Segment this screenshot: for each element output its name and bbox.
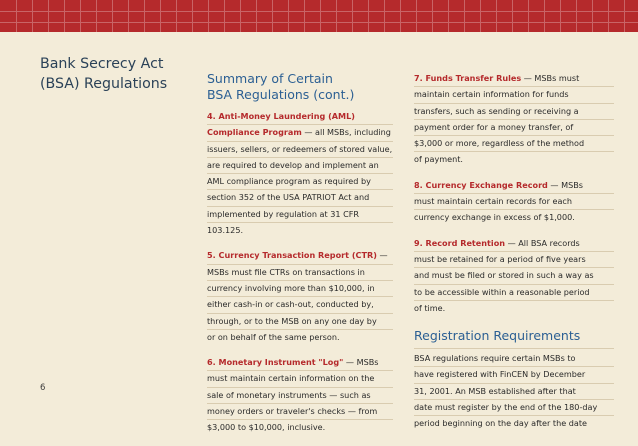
section-lead: 5. Currency Transaction Report (CTR) bbox=[207, 250, 377, 261]
section-line: transfers, such as sending or receiving a bbox=[414, 103, 614, 119]
top-grid-pattern bbox=[0, 0, 638, 32]
grid-line bbox=[528, 0, 529, 32]
grid-line bbox=[16, 0, 17, 32]
grid-line bbox=[592, 0, 593, 32]
grid-line bbox=[336, 0, 337, 32]
grid-line bbox=[48, 0, 49, 32]
section-line: maintain certain information for funds bbox=[414, 86, 614, 102]
side-title bbox=[40, 54, 200, 94]
section-line bbox=[207, 248, 393, 263]
section-lead: 6. Monetary Instrument "Log" bbox=[207, 357, 344, 368]
grid-line bbox=[512, 0, 513, 32]
grid-line bbox=[320, 0, 321, 32]
grid-line bbox=[0, 22, 638, 23]
section-line bbox=[207, 124, 393, 140]
section-line bbox=[207, 109, 393, 124]
grid-line bbox=[448, 0, 449, 32]
section-line: $3,000 to $10,000, inclusive. bbox=[207, 419, 393, 435]
section-line bbox=[414, 178, 614, 193]
grid-line bbox=[64, 0, 65, 32]
section-line: of payment. bbox=[414, 151, 614, 167]
section-line: implemented by regulation at 31 CFR bbox=[207, 206, 393, 222]
grid-line bbox=[176, 0, 177, 32]
section-text: — all MSBs, including bbox=[301, 127, 391, 138]
page-number: 6 bbox=[40, 383, 46, 393]
grid-line bbox=[144, 0, 145, 32]
section-line: issuers, sellers, or redeemers of stored value, bbox=[207, 141, 393, 157]
section-line: $3,000 or more, regardless of the method bbox=[414, 135, 614, 151]
section-line: currency exchange in excess of $1,000. bbox=[414, 209, 614, 225]
column-right bbox=[414, 71, 614, 442]
section-line: must maintain certain information on the bbox=[207, 370, 393, 386]
section-text: — bbox=[376, 250, 388, 261]
side-title-line: (BSA) Regulations bbox=[40, 76, 168, 92]
grid-line bbox=[384, 0, 385, 32]
section-funds-transfer bbox=[414, 71, 614, 168]
grid-line bbox=[0, 11, 638, 12]
section-line: 31, 2001. An MSB established after that bbox=[414, 383, 614, 399]
grid-line bbox=[224, 0, 225, 32]
section-line bbox=[414, 71, 614, 86]
section-line: date must register by the end of the 180-day bbox=[414, 399, 614, 415]
grid-line bbox=[560, 0, 561, 32]
grid-line bbox=[288, 0, 289, 32]
section-line: period beginning on the day after the date bbox=[414, 415, 614, 431]
section-aml bbox=[207, 109, 393, 238]
grid-line bbox=[480, 0, 481, 32]
grid-line bbox=[272, 0, 273, 32]
grid-line bbox=[496, 0, 497, 32]
section-line: must be retained for a period of five years bbox=[414, 251, 614, 267]
section-line: section 352 of the USA PATRIOT Act and bbox=[207, 189, 393, 205]
column-left bbox=[207, 71, 393, 446]
section-line: of time. bbox=[414, 300, 614, 316]
section-text: — MSBs bbox=[343, 357, 379, 368]
grid-line bbox=[400, 0, 401, 32]
section-record-retention bbox=[414, 236, 614, 316]
grid-line bbox=[96, 0, 97, 32]
grid-line bbox=[464, 0, 465, 32]
section-lead: 9. Record Retention bbox=[414, 237, 506, 248]
section-line: AML compliance program as required by bbox=[207, 173, 393, 189]
registration-heading: Registration Requirements bbox=[414, 328, 581, 344]
section-lead: 7. Funds Transfer Rules bbox=[414, 73, 522, 83]
section-line: and must be filed or stored in such a way as bbox=[414, 267, 614, 283]
grid-line bbox=[240, 0, 241, 32]
column-heading-line: BSA Regulations (cont.) bbox=[207, 87, 355, 102]
section-registration bbox=[414, 351, 614, 431]
section-line bbox=[414, 236, 614, 251]
grid-line bbox=[352, 0, 353, 32]
section-monetary-log bbox=[207, 355, 393, 435]
section-lead: 8. Currency Exchange Record bbox=[414, 179, 548, 190]
section-line: payment order for a money transfer, of bbox=[414, 119, 614, 135]
section-line: currency involving more than $10,000, in bbox=[207, 280, 393, 296]
section-line: sale of monetary instruments — such as bbox=[207, 387, 393, 403]
grid-line bbox=[160, 0, 161, 32]
section-line: money orders or traveler's checks — from bbox=[207, 403, 393, 419]
section-line: 103.125. bbox=[207, 222, 393, 238]
section-lead: 4. Anti-Money Laundering (AML) bbox=[207, 111, 355, 121]
grid-line bbox=[432, 0, 433, 32]
section-ctr bbox=[207, 248, 393, 345]
section-line: MSBs must file CTRs on transactions in bbox=[207, 264, 393, 280]
column-heading-line: Summary of Certain bbox=[207, 71, 333, 86]
section-text: — MSBs bbox=[547, 179, 583, 190]
section-line: must maintain certain records for each bbox=[414, 193, 614, 209]
grid-line bbox=[80, 0, 81, 32]
section-line: to be accessible within a reasonable period bbox=[414, 284, 614, 300]
grid-line bbox=[304, 0, 305, 32]
grid-line bbox=[416, 0, 417, 32]
grid-line bbox=[544, 0, 545, 32]
grid-line bbox=[128, 0, 129, 32]
registration-divider bbox=[414, 348, 614, 349]
section-line: either cash-in or cash-out, conducted by, bbox=[207, 296, 393, 312]
grid-line bbox=[208, 0, 209, 32]
section-line: are required to develop and implement an bbox=[207, 157, 393, 173]
grid-line bbox=[112, 0, 113, 32]
grid-line bbox=[576, 0, 577, 32]
side-title-line: Bank Secrecy Act bbox=[40, 56, 164, 72]
grid-line bbox=[32, 0, 33, 32]
column-heading bbox=[207, 71, 393, 103]
grid-line bbox=[608, 0, 609, 32]
grid-line bbox=[624, 0, 625, 32]
grid-line bbox=[192, 0, 193, 32]
section-line: through, or to the MSB on any one day by bbox=[207, 313, 393, 329]
section-line bbox=[207, 355, 393, 370]
section-text: — MSBs must bbox=[521, 73, 580, 83]
section-line: BSA regulations require certain MSBs to bbox=[414, 353, 576, 364]
section-lead: Compliance Program bbox=[207, 127, 302, 138]
section-line: or on behalf of the same person. bbox=[207, 329, 393, 345]
grid-line bbox=[256, 0, 257, 32]
section-text: — All BSA records bbox=[505, 237, 580, 248]
grid-line bbox=[368, 0, 369, 32]
section-line: have registered with FinCEN by December bbox=[414, 366, 614, 382]
section-currency-exchange bbox=[414, 178, 614, 226]
